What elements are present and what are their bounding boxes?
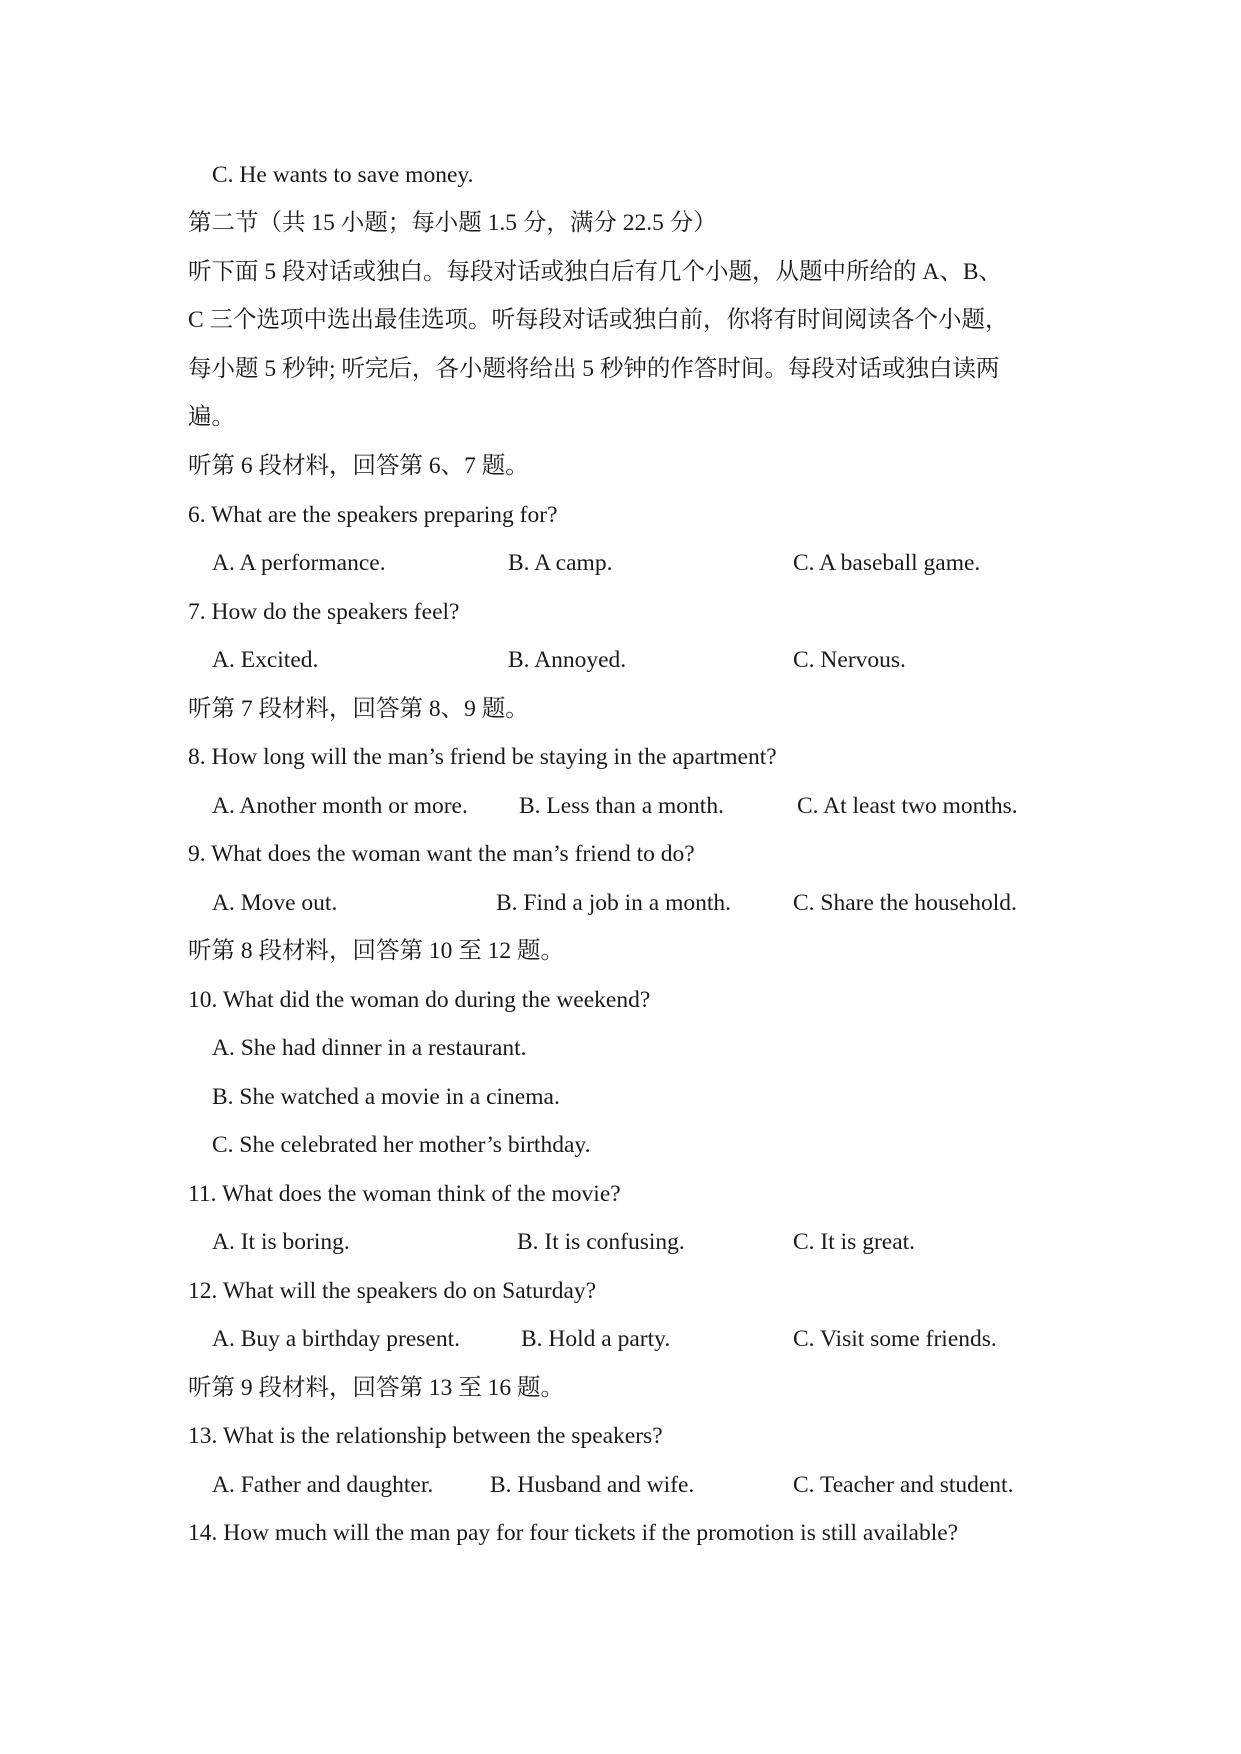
passage-9-heading: 听第 9 段材料，回答第 13 至 16 题。	[188, 1375, 564, 1401]
q10-option-b: B. She watched a movie in a cinema.	[212, 1084, 560, 1110]
question-13: 13. What is the relationship between the speakers?	[188, 1423, 663, 1449]
option-c-q5: C. He wants to save money.	[212, 162, 474, 188]
q10-option-a: A. She had dinner in a restaurant.	[212, 1035, 527, 1061]
instruction-line-1: 听下面 5 段对话或独白。每段对话或独白后有几个小题，从题中所给的 A、B、	[188, 259, 1003, 285]
question-6: 6. What are the speakers preparing for?	[188, 502, 558, 528]
question-9: 9. What does the woman want the man’s friend to do?	[188, 841, 695, 867]
question-10: 10. What did the woman do during the weekend?	[188, 987, 651, 1013]
q7-option-b: B. Annoyed.	[508, 647, 627, 673]
q13-option-c: C. Teacher and student.	[793, 1472, 1014, 1498]
passage-8-heading: 听第 8 段材料，回答第 10 至 12 题。	[188, 938, 564, 964]
q13-option-a: A. Father and daughter.	[212, 1472, 434, 1498]
q8-option-b: B. Less than a month.	[519, 793, 724, 819]
question-12: 12. What will the speakers do on Saturday?	[188, 1278, 597, 1304]
q11-option-b: B. It is confusing.	[517, 1229, 685, 1255]
q6-option-b: B. A camp.	[508, 550, 613, 576]
q8-option-a: A. Another month or more.	[212, 793, 468, 819]
q11-option-c: C. It is great.	[793, 1229, 916, 1255]
q11-option-a: A. It is boring.	[212, 1229, 350, 1255]
q12-option-b: B. Hold a party.	[521, 1326, 671, 1352]
q8-option-c: C. At least two months.	[797, 793, 1018, 819]
q7-option-a: A. Excited.	[212, 647, 319, 673]
q6-option-c: C. A baseball game.	[793, 550, 981, 576]
instruction-line-3: 每小题 5 秒钟; 听完后，各小题将给出 5 秒钟的作答时间。每段对话或独白读两	[188, 356, 1000, 382]
q13-option-b: B. Husband and wife.	[490, 1472, 695, 1498]
question-11: 11. What does the woman think of the movie?	[188, 1181, 621, 1207]
q12-option-a: A. Buy a birthday present.	[212, 1326, 461, 1352]
q7-option-c: C. Nervous.	[793, 647, 906, 673]
q9-option-b: B. Find a job in a month.	[496, 890, 731, 916]
q9-option-c: C. Share the household.	[793, 890, 1017, 916]
q10-option-c: C. She celebrated her mother’s birthday.	[212, 1132, 591, 1158]
passage-6-heading: 听第 6 段材料，回答第 6、7 题。	[188, 453, 529, 479]
q12-option-c: C. Visit some friends.	[793, 1326, 997, 1352]
question-14: 14. How much will the man pay for four tickets if the promotion is still available?	[188, 1520, 959, 1546]
question-7: 7. How do the speakers feel?	[188, 599, 460, 625]
instruction-line-2: C 三个选项中选出最佳选项。听每段对话或独白前，你将有时间阅读各个小题，	[188, 307, 1009, 333]
question-8: 8. How long will the man’s friend be staying in the apartment?	[188, 744, 777, 770]
passage-7-heading: 听第 7 段材料，回答第 8、9 题。	[188, 696, 529, 722]
instruction-line-4: 遍。	[188, 404, 235, 430]
section-heading: 第二节（共 15 小题；每小题 1.5 分，满分 22.5 分）	[188, 210, 717, 236]
q6-option-a: A. A performance.	[212, 550, 386, 576]
q9-option-a: A. Move out.	[212, 890, 338, 916]
